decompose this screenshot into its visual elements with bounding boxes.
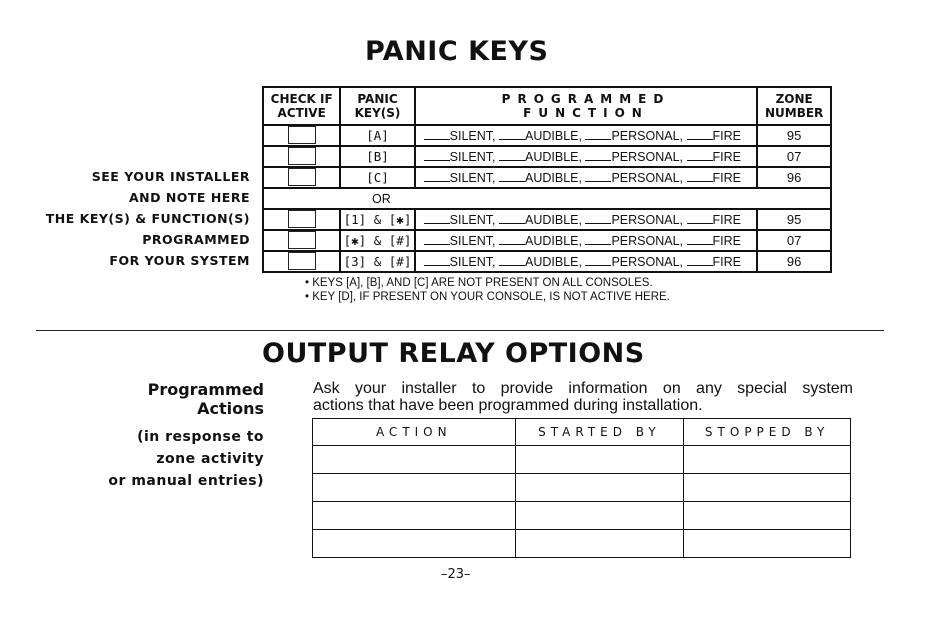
- action-cell[interactable]: [313, 530, 516, 558]
- panic-keys-title: PANIC KEYS: [365, 36, 549, 67]
- action-cell[interactable]: [313, 502, 516, 530]
- active-checkbox[interactable]: [288, 210, 316, 228]
- page-number: –23–: [441, 567, 471, 582]
- function-header: PROGRAMMED FUNCTION: [415, 87, 758, 125]
- panic-key: [A]: [340, 125, 414, 146]
- side-note-line: SEE YOUR INSTALLER: [91, 169, 250, 184]
- active-checkbox[interactable]: [288, 252, 316, 270]
- relay-intro: [313, 380, 853, 414]
- zone-number: 96: [757, 167, 831, 188]
- relay-label-sub: (in response to: [137, 429, 264, 445]
- stopped-by-cell[interactable]: [684, 502, 851, 530]
- action-cell[interactable]: [313, 474, 516, 502]
- started-by-header: STARTED BY: [515, 419, 684, 446]
- zone-number: 95: [757, 209, 831, 230]
- panic-row: [263, 167, 831, 188]
- function-options: SILENT, AUDIBLE, PERSONAL, FIRE: [415, 209, 758, 230]
- started-by-cell[interactable]: [515, 502, 684, 530]
- section-divider: [36, 330, 884, 331]
- panic-row: [263, 251, 831, 272]
- stopped-by-header: STOPPED BY: [684, 419, 851, 446]
- started-by-cell[interactable]: [515, 530, 684, 558]
- stopped-by-cell[interactable]: [684, 446, 851, 474]
- panic-row: [263, 230, 831, 251]
- zone-number: 07: [757, 230, 831, 251]
- relay-row: [313, 474, 851, 502]
- side-note-line: FOR YOUR SYSTEM: [109, 253, 250, 268]
- panic-row: [263, 209, 831, 230]
- panic-key: [1] & [✱]: [340, 209, 414, 230]
- function-options: SILENT, AUDIBLE, PERSONAL, FIRE: [415, 251, 758, 272]
- panic-key: [C]: [340, 167, 414, 188]
- panic-keys-table: [262, 86, 832, 273]
- relay-label: [24, 380, 264, 492]
- relay-label-sub: zone activity: [156, 451, 264, 467]
- stopped-by-cell[interactable]: [684, 530, 851, 558]
- panic-row: [263, 146, 831, 167]
- relay-label-bold: Programmed: [147, 380, 264, 399]
- panic-key: [B]: [340, 146, 414, 167]
- active-checkbox[interactable]: [288, 168, 316, 186]
- function-options: SILENT, AUDIBLE, PERSONAL, FIRE: [415, 146, 758, 167]
- started-by-cell[interactable]: [515, 474, 684, 502]
- side-note-line: AND NOTE HERE: [128, 190, 250, 205]
- or-text: OR: [263, 188, 831, 209]
- action-header: ACTION: [313, 419, 516, 446]
- relay-intro-line: Ask your installer to provide information on any special system: [313, 380, 853, 397]
- zone-number: 07: [757, 146, 831, 167]
- note-line: • KEYS [A], [B], AND [C] ARE NOT PRESENT ON ALL CONSOLES.: [305, 277, 653, 289]
- panic-key: [✱] & [#]: [340, 230, 414, 251]
- panic-key: [3] & [#]: [340, 251, 414, 272]
- check-header: CHECK IF ACTIVE: [263, 87, 340, 125]
- relay-intro-line: actions that have been programmed during installation.: [313, 397, 703, 414]
- active-checkbox[interactable]: [288, 231, 316, 249]
- side-note-line: THE KEY(S) & FUNCTION(S): [45, 211, 250, 226]
- output-relay-title: OUTPUT RELAY OPTIONS: [262, 338, 645, 369]
- zone-number: 96: [757, 251, 831, 272]
- relay-row: [313, 502, 851, 530]
- panic-side-note: [0, 166, 250, 271]
- stopped-by-cell[interactable]: [684, 474, 851, 502]
- zone-number: 95: [757, 125, 831, 146]
- function-options: SILENT, AUDIBLE, PERSONAL, FIRE: [415, 230, 758, 251]
- note-line: • KEY [D], IF PRESENT ON YOUR CONSOLE, IS NOT ACTIVE HERE.: [305, 291, 670, 303]
- relay-label-sub: or manual entries): [108, 473, 264, 489]
- or-row: [263, 188, 831, 209]
- panic-notes: [305, 276, 670, 304]
- function-options: SILENT, AUDIBLE, PERSONAL, FIRE: [415, 125, 758, 146]
- relay-label-bold: Actions: [197, 399, 264, 418]
- keys-header: PANIC KEY(S): [340, 87, 414, 125]
- relay-table: [312, 418, 851, 558]
- active-checkbox[interactable]: [288, 126, 316, 144]
- panic-row: [263, 125, 831, 146]
- function-options: SILENT, AUDIBLE, PERSONAL, FIRE: [415, 167, 758, 188]
- relay-row: [313, 530, 851, 558]
- side-note-line: PROGRAMMED: [142, 232, 250, 247]
- zone-header: ZONE NUMBER: [757, 87, 831, 125]
- active-checkbox[interactable]: [288, 147, 316, 165]
- action-cell[interactable]: [313, 446, 516, 474]
- relay-header-row: [313, 419, 851, 446]
- relay-row: [313, 446, 851, 474]
- started-by-cell[interactable]: [515, 446, 684, 474]
- panic-header-row: [263, 87, 831, 125]
